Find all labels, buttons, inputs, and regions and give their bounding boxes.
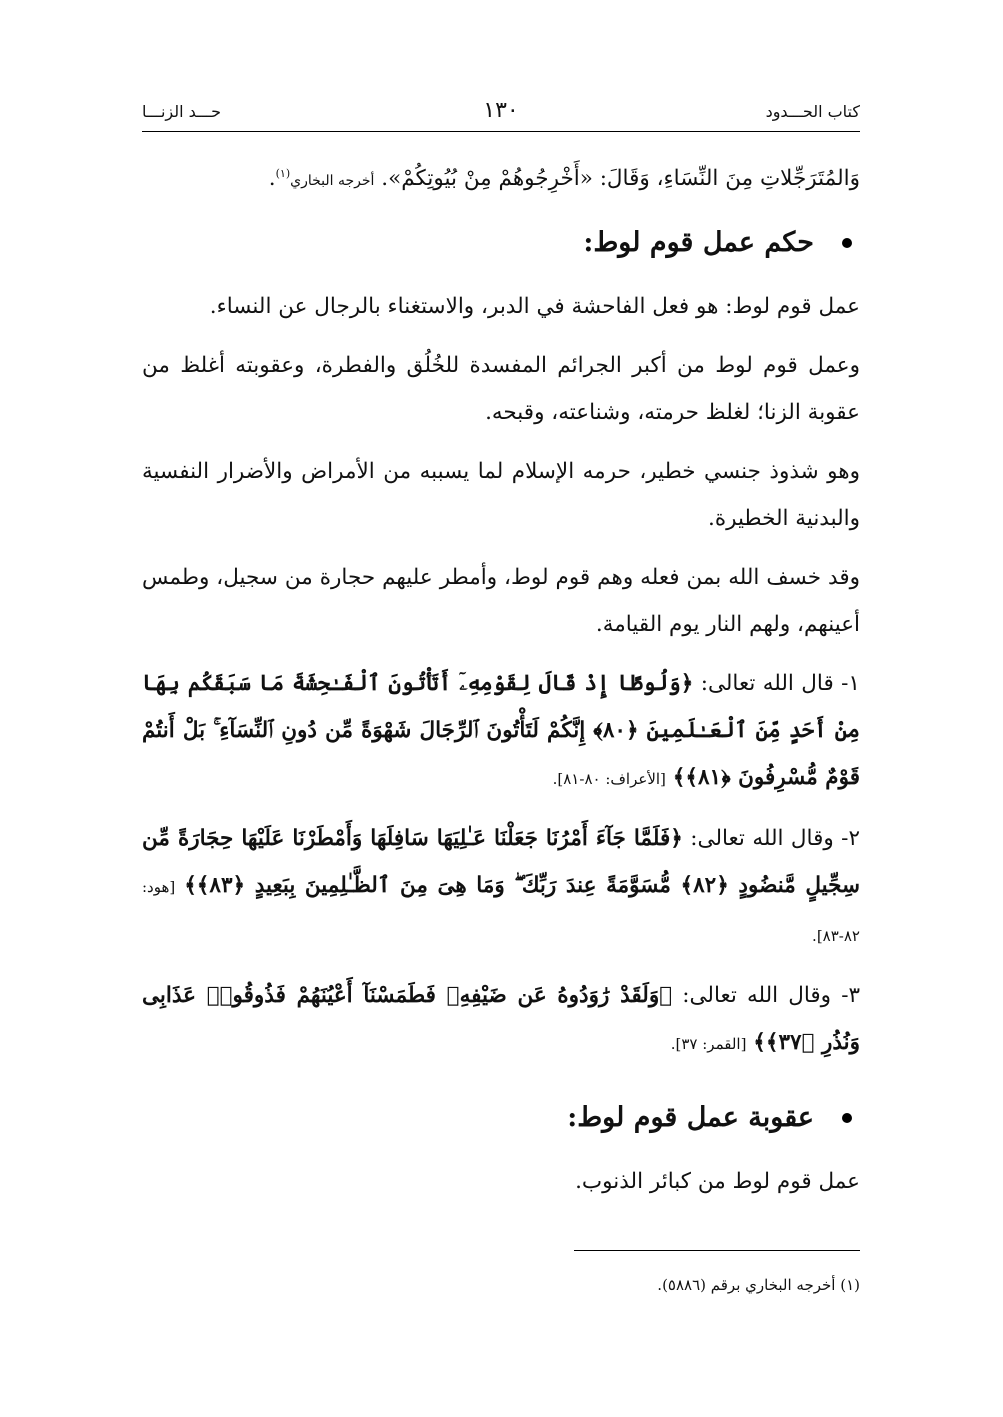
bullet-icon [842,238,852,248]
verse-item [142,972,860,1068]
paragraph: وهو شذوذ جنسي خطير، حرمه الإسلام لما يسببه من الأمراض والأضرار النفسية والبدنية الخطيرة. [142,459,860,531]
verse-number: ٣- [841,983,861,1008]
verse-text: ﴿فَلَمَّا جَآءَ أَمْرُنَا جَعَلْنَا عَـٰلِيَهَا سَافِلَهَا وَأَمْطَرْنَا عَلَيْهَا حِجَارَةً مِّن سِجِّيلٍ مَّنضُودٍ ﴿٨٢﴾ مُّسَوَّمَةً عِندَ رَبِّكَ ۖ وَمَا هِىَ مِنَ ٱلظَّـٰلِمِينَ بِبَعِيدٍ ﴿٨٣﴾﴾ [142,826,861,898]
verse-number: ٢- [841,826,860,851]
page-number: ١٣٠ [483,98,519,123]
section-heading-punishment [142,1090,860,1146]
footnote: (١) أخرجه البخاري برقم (٥٨٨٦). [657,1276,860,1294]
intro-end: . [268,166,276,191]
verse-number: ١- [841,671,860,696]
verse-intro: قال الله تعالى: [700,671,834,696]
intro-source: أخرجه البخاري [290,173,375,189]
heading-text: عقوبة عمل قوم لوط: [567,1102,814,1133]
chapter-title: حـــد الزنـــا [142,102,221,121]
footnote-rule [574,1250,860,1251]
main-content [142,155,860,1205]
paragraph: وقد خسف الله بمن فعله وهم قوم لوط، وأمطر عليهم حجارة من سجيل، وطمس أعينهم، ولهم النار يوم القيامة. [142,565,860,637]
verse-item [142,660,860,803]
verse-text: ﴿وَلُوطًا إِذْ قَالَ لِقَوْمِهِۦٓ أَتَأْتُونَ ٱلْفَـٰحِشَةَ مَا سَبَقَكُم بِهَا مِنْ أَحَدٍ مِّنَ ٱلْعَـٰلَمِينَ ﴿٨٠﴾ إِنَّكُمْ لَتَأْتُونَ ٱلرِّجَالَ شَهْوَةً مِّن دُونِ ٱلنِّسَآءِ ۚ بَلْ أَنتُمْ قَوْمٌ مُّسْرِفُونَ ﴿٨١﴾﴾ [142,671,860,790]
intro-paragraph [142,155,860,205]
paragraph: عمل قوم لوط من كبائر الذنوب. [575,1169,860,1194]
section-heading-ruling [142,215,860,271]
running-header [142,96,860,126]
verse-reference: [القمر: ٣٧]. [670,1035,747,1053]
intro-text: وَالمُتَرَجِّلاتِ مِنَ النِّسَاءِ، وَقَالَ: «أَخْرِجُوهُمْ مِنْ بُيُوتِكُمْ». [381,166,860,191]
heading-text: حكم عمل قوم لوط: [583,227,814,258]
paragraph: وعمل قوم لوط من أكبر الجرائم المفسدة للخُلُق والفطرة، وعقوبته أغلظ من عقوبة الزنا؛ لغلظ حرمته، وشناعته، وقبحه. [142,353,860,425]
verse-item [142,815,860,960]
footnote-marker[interactable]: (١) [275,166,291,180]
header-rule [142,131,860,132]
verse-reference: [هود: ٨٢-٨٣]. [142,878,860,945]
paragraph: عمل قوم لوط: هو فعل الفاحشة في الدبر، والاستغناء بالرجال عن النساء. [209,294,860,319]
verse-intro: وقال الله تعالى: [690,826,834,851]
verse-text: ﴿وَلَقَدْ رَٰوَدُوهُ عَن ضَيْفِهِۦ فَطَمَسْنَآ أَعْيُنَهُمْ فَذُوقُوا۟ عَذَابِى وَنُذُرِ ﴿٣٧﴾﴾ [142,983,860,1055]
verse-intro: وقال الله تعالى: [682,983,832,1008]
bullet-icon [842,1113,852,1123]
book-title: كتاب الحـــدود [765,102,860,121]
verse-reference: [الأعراف: ٨٠-٨١]. [552,770,666,788]
